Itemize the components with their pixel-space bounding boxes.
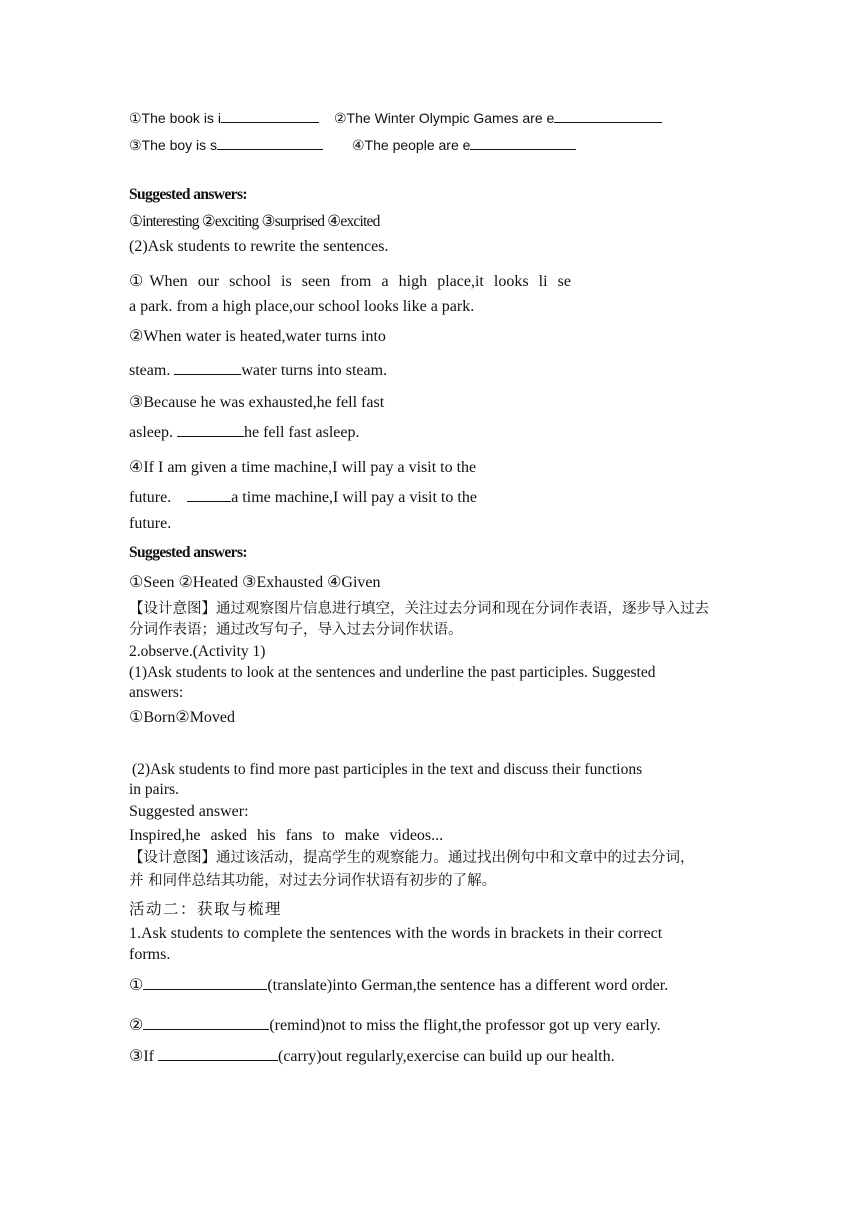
activity2-line2: forms. xyxy=(129,946,171,963)
rewrite-s2b-pre: steam. xyxy=(129,362,175,379)
exercise-2 xyxy=(129,1015,661,1035)
blank-line xyxy=(221,108,319,123)
exercise-3 xyxy=(129,1046,615,1066)
fill-q2-text: ②The Winter Olympic Games are e xyxy=(334,110,555,126)
intent2-line2: 并 和同伴总结其功能，对过去分词作状语有初步的了解。 xyxy=(129,873,497,889)
observe-line2: answers: xyxy=(129,684,184,701)
blank-line xyxy=(554,108,662,123)
exercise-3-post: (carry)out regularly,exercise can build up our health. xyxy=(278,1048,615,1065)
answers1-text: ①interesting ②exciting ③surprised ④excited xyxy=(129,213,380,230)
fill-q1-text: ①The book is i xyxy=(129,110,221,126)
rewrite-s3b-pre: asleep. xyxy=(129,424,177,441)
blank-line xyxy=(174,360,241,375)
rewrite-s4a: ④If I am given a time machine,I will pay a visit to the xyxy=(129,459,477,476)
rewrite-s2a: ②When water is heated,water turns into xyxy=(129,328,386,345)
activity2-line1: 1.Ask students to complete the sentences with the words in brackets in their correct xyxy=(129,925,663,942)
rewrite-s3b xyxy=(129,422,359,442)
blank-line xyxy=(177,422,244,437)
observe-line1: (1)Ask students to look at the sentences and underline the past participles. Suggested xyxy=(129,664,656,681)
intent1-line1: 【设计意图】通过观察图片信息进行填空，关注过去分词和现在分词作表语，逐步导入过去 xyxy=(129,601,709,617)
fill-q2 xyxy=(334,108,662,126)
answers2-text: ①Seen ②Heated ③Exhausted ④Given xyxy=(129,574,381,591)
observe-answer2: Inspired,he asked his fans to make videos... xyxy=(129,827,444,844)
fill-q1 xyxy=(129,108,319,126)
rewrite-s1a xyxy=(129,273,571,291)
observe-suggested: Suggested answer: xyxy=(129,803,249,820)
rewrite-s4b-post: a time machine,I will pay a visit to the xyxy=(231,489,477,506)
blank-line xyxy=(217,135,323,150)
rewrite-s4b-pre: future. xyxy=(129,489,172,506)
rewrite-s1b: a park. from a high place,our school looks like a park. xyxy=(129,298,475,315)
observe-title: 2.observe.(Activity 1) xyxy=(129,643,266,660)
exercise-2-post: (remind)not to miss the flight,the professor got up very early. xyxy=(269,1017,661,1034)
rewrite-instruction: (2)Ask students to rewrite the sentences. xyxy=(129,238,389,255)
blank-line xyxy=(143,1015,269,1030)
blank-line xyxy=(187,487,231,502)
fill-q3 xyxy=(129,135,323,153)
fill-q4 xyxy=(352,135,576,153)
rewrite-s2b-post: water turns into steam. xyxy=(241,362,388,379)
blank-line xyxy=(470,135,576,150)
fill-q4-text: ④The people are e xyxy=(352,137,471,153)
exercise-3-pre: ③If xyxy=(129,1048,158,1065)
rewrite-s4c: future. xyxy=(129,515,172,532)
exercise-2-pre: ② xyxy=(129,1017,144,1034)
observe-q2a: (2)Ask students to find more past participles in the text and discuss their functions xyxy=(132,761,643,778)
observe-q2b: in pairs. xyxy=(129,781,179,798)
activity2-title: 活动二：获取与梳理 xyxy=(129,900,283,918)
rewrite-s3a: ③Because he was exhausted,he fell fast xyxy=(129,394,385,411)
rewrite-s2b xyxy=(129,360,387,380)
rewrite-s3b-post: he fell fast asleep. xyxy=(243,424,360,441)
fill-q3-text: ③The boy is s xyxy=(129,137,218,153)
answers2-heading: Suggested answers: xyxy=(129,544,247,561)
rewrite-s1a-text: ①When our school is seen from a high place,it looks li se xyxy=(129,273,571,290)
rewrite-s4b xyxy=(129,487,477,507)
blank-line xyxy=(158,1046,278,1061)
intent1-line2: 分词作表语；通过改写句子，导入过去分词作状语。 xyxy=(129,622,463,638)
blank-line xyxy=(143,975,267,990)
exercise-1 xyxy=(129,975,668,995)
intent2-line1: 【设计意图】通过该活动，提高学生的观察能力。通过找出例句中和文章中的过去分词， xyxy=(129,850,695,866)
observe-answer: ①Born②Moved xyxy=(129,709,236,726)
exercise-1-pre: ① xyxy=(129,977,144,994)
answers1-heading: Suggested answers: xyxy=(129,186,247,203)
exercise-1-post: (translate)into German,the sentence has a different word order. xyxy=(267,977,669,994)
